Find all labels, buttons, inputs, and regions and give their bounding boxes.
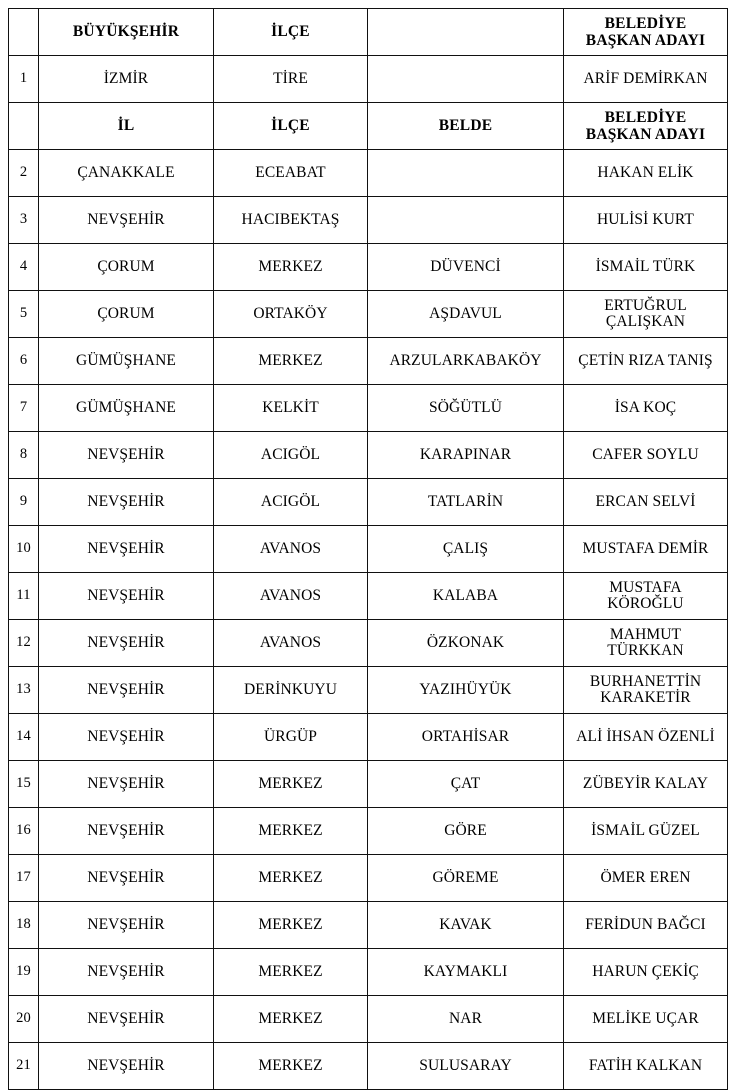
- table-row: [9, 855, 728, 902]
- cell-index: 17: [9, 855, 39, 902]
- cell-ilce: KELKİT: [214, 385, 368, 432]
- header-cell-buyuksehir: BÜYÜKŞEHİR: [39, 9, 214, 56]
- cell-ilce: MERKEZ: [214, 761, 368, 808]
- header-cell-aday-town: [564, 103, 728, 150]
- cell-ilce: MERKEZ: [214, 808, 368, 855]
- cell-index: 9: [9, 479, 39, 526]
- cell-aday: HULİSİ KURT: [564, 197, 728, 244]
- cell-belde: KAVAK: [368, 902, 564, 949]
- cell-ilce: MERKEZ: [214, 902, 368, 949]
- table-row: [9, 526, 728, 573]
- cell-il: NEVŞEHİR: [39, 197, 214, 244]
- cell-ilce: TİRE: [214, 56, 368, 103]
- cell-aday-line2: ÇALIŞKAN: [605, 313, 686, 330]
- cell-belde: KALABA: [368, 573, 564, 620]
- table-row: [9, 620, 728, 667]
- cell-aday: [564, 667, 728, 714]
- cell-belde: ÖZKONAK: [368, 620, 564, 667]
- cell-belde: GÖRE: [368, 808, 564, 855]
- cell-aday-line1: MAHMUT: [609, 625, 682, 643]
- header-cell-ilce-metro: İLÇE: [214, 9, 368, 56]
- header-cell-il: İL: [39, 103, 214, 150]
- cell-aday: HARUN ÇEKİÇ: [564, 949, 728, 996]
- table-row: [9, 949, 728, 996]
- table-row: [9, 291, 728, 338]
- cell-belde: ARZULARKABAKÖY: [368, 338, 564, 385]
- table-row: [9, 432, 728, 479]
- cell-index: 19: [9, 949, 39, 996]
- table-row: [9, 385, 728, 432]
- cell-belde: [368, 56, 564, 103]
- cell-ilce: ORTAKÖY: [214, 291, 368, 338]
- cell-belde: TATLARİN: [368, 479, 564, 526]
- table-row: [9, 56, 728, 103]
- header-cell-index-metro: [9, 9, 39, 56]
- cell-aday: İSMAİL GÜZEL: [564, 808, 728, 855]
- cell-belde: DÜVENCİ: [368, 244, 564, 291]
- table-row: [9, 479, 728, 526]
- cell-aday-line1: ERTUĞRUL: [604, 296, 687, 314]
- cell-belde: ÇALIŞ: [368, 526, 564, 573]
- cell-aday-line2: KÖROĞLU: [607, 595, 684, 612]
- cell-il: ÇORUM: [39, 244, 214, 291]
- cell-ilce: ECEABAT: [214, 150, 368, 197]
- cell-ilce: MERKEZ: [214, 338, 368, 385]
- header-aday-line1-metro: BELEDİYE: [604, 14, 687, 32]
- cell-aday: İSA KOÇ: [564, 385, 728, 432]
- cell-il: ÇORUM: [39, 291, 214, 338]
- cell-il: NEVŞEHİR: [39, 761, 214, 808]
- cell-index: 12: [9, 620, 39, 667]
- cell-belde: YAZIHÜYÜK: [368, 667, 564, 714]
- cell-ilce: MERKEZ: [214, 996, 368, 1043]
- header-cell-blank-metro: [368, 9, 564, 56]
- table-row: [9, 902, 728, 949]
- cell-ilce: DERİNKUYU: [214, 667, 368, 714]
- cell-aday: CAFER SOYLU: [564, 432, 728, 479]
- cell-belde: SULUSARAY: [368, 1043, 564, 1090]
- table-row: [9, 338, 728, 385]
- cell-aday: HAKAN ELİK: [564, 150, 728, 197]
- cell-index: 5: [9, 291, 39, 338]
- cell-aday: ZÜBEYİR KALAY: [564, 761, 728, 808]
- cell-index: 20: [9, 996, 39, 1043]
- cell-index: 15: [9, 761, 39, 808]
- cell-aday: ÇETİN RIZA TANIŞ: [564, 338, 728, 385]
- table-body: [9, 9, 728, 1090]
- cell-index: 6: [9, 338, 39, 385]
- cell-aday: ARİF DEMİRKAN: [564, 56, 728, 103]
- header-aday-line2-metro: BAŞKAN ADAYI: [585, 32, 706, 49]
- cell-index: 14: [9, 714, 39, 761]
- table-row: [9, 1043, 728, 1090]
- cell-aday: İSMAİL TÜRK: [564, 244, 728, 291]
- cell-il: NEVŞEHİR: [39, 855, 214, 902]
- cell-aday-line1: BURHANETTİN: [589, 672, 702, 690]
- cell-aday-line2: TÜRKKAN: [607, 642, 684, 659]
- table-row: [9, 150, 728, 197]
- cell-index: 7: [9, 385, 39, 432]
- cell-index: 13: [9, 667, 39, 714]
- header-cell-aday-metro: [564, 9, 728, 56]
- cell-index: 3: [9, 197, 39, 244]
- cell-il: NEVŞEHİR: [39, 667, 214, 714]
- cell-ilce: MERKEZ: [214, 1043, 368, 1090]
- header-aday-line2-town: BAŞKAN ADAYI: [585, 126, 706, 143]
- cell-aday: [564, 291, 728, 338]
- cell-aday: MUSTAFA DEMİR: [564, 526, 728, 573]
- cell-il: NEVŞEHİR: [39, 1043, 214, 1090]
- cell-index: 16: [9, 808, 39, 855]
- cell-ilce: HACIBEKTAŞ: [214, 197, 368, 244]
- cell-index: 8: [9, 432, 39, 479]
- cell-il: ÇANAKKALE: [39, 150, 214, 197]
- cell-aday-line2: KARAKETİR: [600, 689, 691, 706]
- header-cell-belde: BELDE: [368, 103, 564, 150]
- cell-il: GÜMÜŞHANE: [39, 338, 214, 385]
- cell-belde: KARAPINAR: [368, 432, 564, 479]
- cell-belde: AŞDAVUL: [368, 291, 564, 338]
- table-row: [9, 197, 728, 244]
- table-header-row-town: [9, 103, 728, 150]
- cell-il: NEVŞEHİR: [39, 808, 214, 855]
- cell-index: 21: [9, 1043, 39, 1090]
- cell-ilce: MERKEZ: [214, 244, 368, 291]
- cell-il: NEVŞEHİR: [39, 996, 214, 1043]
- cell-ilce: ACIGÖL: [214, 432, 368, 479]
- cell-belde: GÖREME: [368, 855, 564, 902]
- cell-index: 1: [9, 56, 39, 103]
- cell-aday: FATİH KALKAN: [564, 1043, 728, 1090]
- cell-il: NEVŞEHİR: [39, 432, 214, 479]
- cell-aday: FERİDUN BAĞCI: [564, 902, 728, 949]
- cell-index: 18: [9, 902, 39, 949]
- cell-belde: ORTAHİSAR: [368, 714, 564, 761]
- cell-aday: MELİKE UÇAR: [564, 996, 728, 1043]
- cell-belde: [368, 197, 564, 244]
- cell-belde: SÖĞÜTLÜ: [368, 385, 564, 432]
- cell-index: 11: [9, 573, 39, 620]
- cell-index: 4: [9, 244, 39, 291]
- table-row: [9, 667, 728, 714]
- cell-il: GÜMÜŞHANE: [39, 385, 214, 432]
- table-row: [9, 244, 728, 291]
- cell-belde: [368, 150, 564, 197]
- cell-il: NEVŞEHİR: [39, 620, 214, 667]
- cell-il: NEVŞEHİR: [39, 902, 214, 949]
- cell-ilce: MERKEZ: [214, 949, 368, 996]
- cell-il: İZMİR: [39, 56, 214, 103]
- cell-aday: ÖMER EREN: [564, 855, 728, 902]
- cell-aday-line1: MUSTAFA: [609, 578, 682, 596]
- cell-ilce: ÜRGÜP: [214, 714, 368, 761]
- cell-il: NEVŞEHİR: [39, 479, 214, 526]
- cell-ilce: MERKEZ: [214, 855, 368, 902]
- cell-il: NEVŞEHİR: [39, 526, 214, 573]
- cell-belde: KAYMAKLI: [368, 949, 564, 996]
- table-row: [9, 808, 728, 855]
- cell-aday: [564, 573, 728, 620]
- table-row: [9, 761, 728, 808]
- cell-il: NEVŞEHİR: [39, 714, 214, 761]
- table-row: [9, 573, 728, 620]
- cell-il: NEVŞEHİR: [39, 573, 214, 620]
- cell-ilce: ACIGÖL: [214, 479, 368, 526]
- cell-ilce: AVANOS: [214, 620, 368, 667]
- cell-index: 2: [9, 150, 39, 197]
- cell-ilce: AVANOS: [214, 573, 368, 620]
- cell-aday: ALİ İHSAN ÖZENLİ: [564, 714, 728, 761]
- header-cell-index-town: [9, 103, 39, 150]
- cell-belde: ÇAT: [368, 761, 564, 808]
- table-row: [9, 996, 728, 1043]
- header-aday-line1-town: BELEDİYE: [604, 108, 687, 126]
- cell-aday: ERCAN SELVİ: [564, 479, 728, 526]
- cell-belde: NAR: [368, 996, 564, 1043]
- cell-ilce: AVANOS: [214, 526, 368, 573]
- candidate-table: [8, 8, 728, 1090]
- cell-aday: [564, 620, 728, 667]
- cell-index: 10: [9, 526, 39, 573]
- table-row: [9, 714, 728, 761]
- cell-il: NEVŞEHİR: [39, 949, 214, 996]
- table-header-row-metro: [9, 9, 728, 56]
- header-cell-ilce-town: İLÇE: [214, 103, 368, 150]
